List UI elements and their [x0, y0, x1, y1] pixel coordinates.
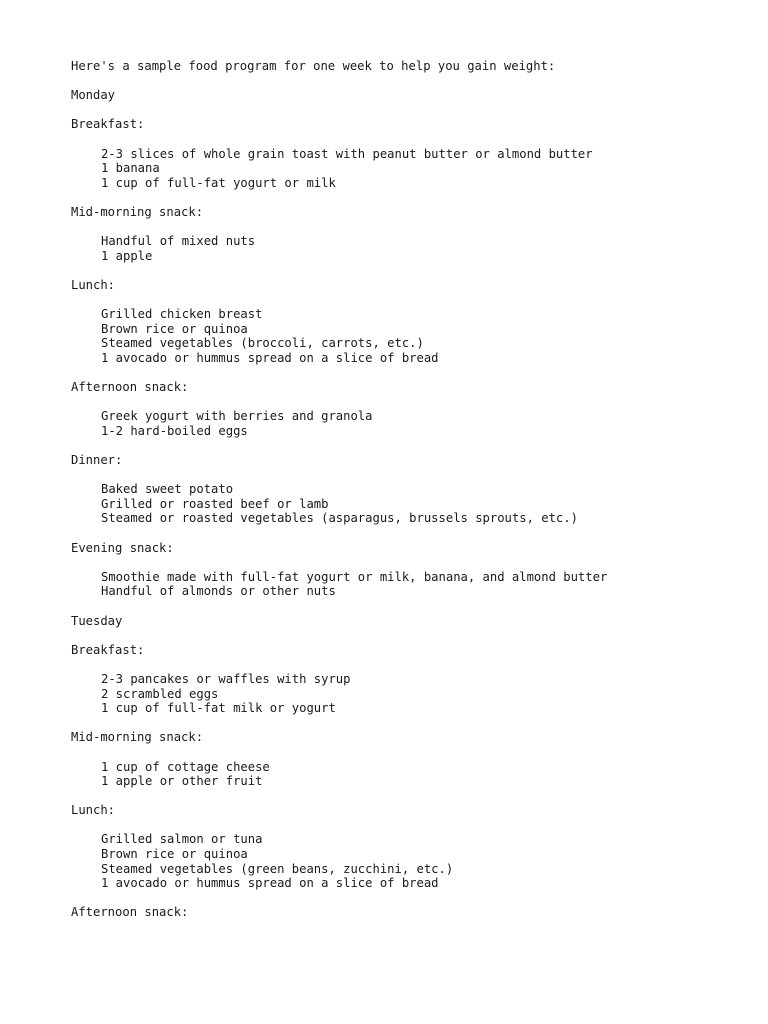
spacer [71, 293, 751, 308]
meal-breakfast [71, 117, 751, 205]
meal-heading: Mid-morning snack: [71, 730, 204, 745]
food-item: 1 apple or other fruit [101, 774, 263, 789]
food-item: 2 scrambled eggs [101, 686, 219, 701]
food-item: 1 avocado or hummus spread on a slice of bread [101, 350, 439, 365]
meal-heading: Dinner: [71, 453, 123, 468]
food-item: Handful of almonds or other nuts [101, 584, 336, 599]
spacer [71, 789, 751, 804]
food-item: 1 cup of cottage cheese [101, 759, 270, 774]
meal-heading: Breakfast: [71, 117, 145, 132]
meal-lunch [71, 278, 751, 380]
meal-heading: Afternoon snack: [71, 380, 189, 395]
spacer [71, 526, 751, 541]
food-item: 1 banana [101, 161, 160, 176]
food-item: 1 avocado or hummus spread on a slice of bread [101, 876, 439, 891]
spacer [71, 468, 751, 483]
food-item: 2-3 slices of whole grain toast with peanut butter or almond butter [101, 146, 593, 161]
day-tuesday [71, 614, 751, 920]
food-item: Handful of mixed nuts [101, 234, 256, 249]
spacer [71, 657, 751, 672]
meal-heading: Evening snack: [71, 540, 174, 555]
spacer [71, 818, 751, 833]
day-heading: Tuesday [71, 613, 123, 628]
food-item: 1 cup of full-fat milk or yogurt [101, 701, 336, 716]
food-item: Grilled chicken breast [101, 307, 263, 322]
meal-mid-morning-snack [71, 730, 751, 803]
document-body [71, 59, 751, 920]
food-item: Grilled or roasted beef or lamb [101, 496, 329, 511]
meal-heading: Lunch: [71, 803, 116, 818]
spacer [71, 438, 751, 453]
spacer [71, 599, 751, 614]
spacer [71, 74, 751, 89]
food-item: Smoothie made with full-fat yogurt or milk, banana, and almond butter [101, 569, 608, 584]
food-item: Brown rice or quinoa [101, 321, 248, 336]
spacer [71, 220, 751, 235]
spacer [71, 555, 751, 570]
spacer [71, 716, 751, 731]
meal-heading: Mid-morning snack: [71, 204, 204, 219]
food-item: 2-3 pancakes or waffles with syrup [101, 671, 351, 686]
food-item: Grilled salmon or tuna [101, 832, 263, 847]
spacer [71, 132, 751, 147]
food-item: 1 apple [101, 248, 153, 263]
spacer [71, 628, 751, 643]
food-item: Steamed vegetables (broccoli, carrots, etc.) [101, 336, 424, 351]
spacer [71, 745, 751, 760]
food-item: Greek yogurt with berries and granola [101, 409, 373, 424]
meal-lunch [71, 803, 751, 905]
food-item: Steamed or roasted vegetables (asparagus, brussels sprouts, etc.) [101, 511, 578, 526]
food-item: Brown rice or quinoa [101, 847, 248, 862]
meal-mid-morning-snack [71, 205, 751, 278]
day-heading: Monday [71, 88, 116, 103]
food-item: 1-2 hard-boiled eggs [101, 423, 248, 438]
food-item: Steamed vegetables (green beans, zucchini, etc.) [101, 861, 454, 876]
meal-heading: Lunch: [71, 277, 116, 292]
meal-breakfast [71, 643, 751, 731]
spacer [71, 103, 751, 118]
meal-dinner [71, 453, 751, 541]
meal-heading: Afternoon snack: [71, 905, 189, 920]
spacer [71, 365, 751, 380]
spacer [71, 263, 751, 278]
meal-heading: Breakfast: [71, 642, 145, 657]
meal-afternoon-snack [71, 380, 751, 453]
intro-text: Here's a sample food program for one week to help you gain weight: [71, 59, 556, 73]
food-item: 1 cup of full-fat yogurt or milk [101, 175, 336, 190]
spacer [71, 190, 751, 205]
meal-afternoon-snack [71, 905, 751, 920]
food-item: Baked sweet potato [101, 482, 234, 497]
spacer [71, 395, 751, 410]
day-monday [71, 88, 751, 613]
meal-evening-snack [71, 541, 751, 614]
spacer [71, 891, 751, 906]
